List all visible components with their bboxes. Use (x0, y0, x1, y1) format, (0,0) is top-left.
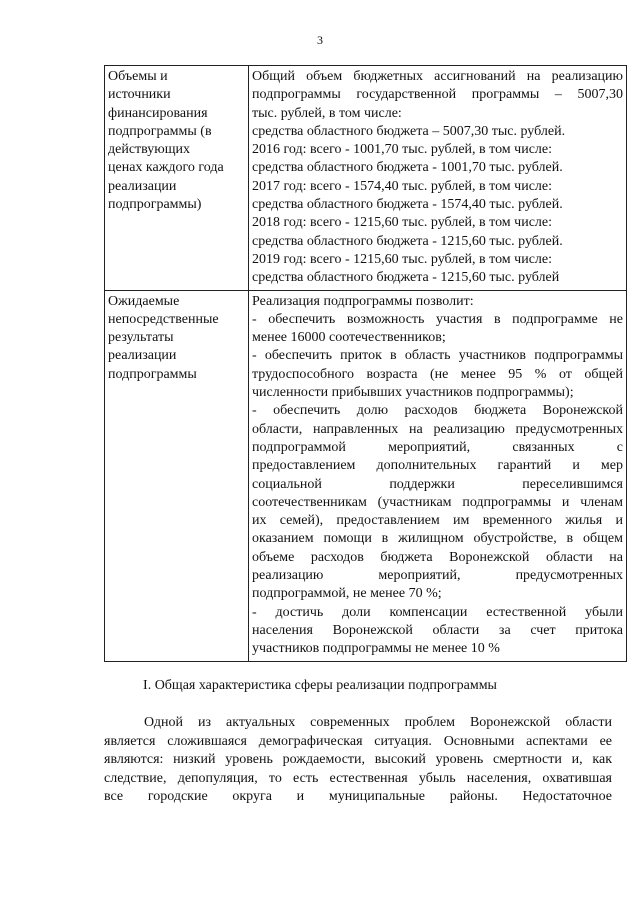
value-line: трудоспособного возраста (не менее 95 % от общей (252, 366, 623, 382)
label-line: источники (108, 87, 171, 103)
value-line: - обеспечить приток в область участников подпрограммы (252, 348, 623, 364)
value-cell-financing (249, 66, 627, 291)
value-line: средства областного бюджета - 1001,70 тыс. рублей. (252, 160, 563, 176)
value-line: социальной поддержки переселившимся (252, 476, 623, 492)
label-cell-results (105, 290, 249, 661)
value-line: средства областного бюджета - 1215,60 тыс. рублей. (252, 233, 563, 249)
subprogram-passport-table (104, 65, 627, 662)
value-line: средства областного бюджета - 1574,40 тыс. рублей. (252, 197, 563, 213)
label-line: подпрограммы (108, 366, 197, 382)
value-line: их семей), предоставлением им временного жилья и (252, 513, 623, 529)
value-line: оказанием помощи в жилищном обустройстве, в общем (252, 531, 623, 547)
section-heading: I. Общая характеристика сферы реализации подпрограммы (143, 678, 497, 693)
table-row (105, 66, 627, 291)
value-line: населения Воронежской области за счет притока (252, 622, 623, 638)
value-line: объеме расходов бюджета Воронежской области на (252, 549, 623, 565)
value-line: средства областного бюджета - 1215,60 тыс. рублей (252, 270, 560, 286)
value-line: соотечественникам (участникам подпрограммы и членам (252, 494, 623, 510)
value-line: 2016 год: всего - 1001,70 тыс. рублей, в том числе: (252, 142, 552, 158)
value-line: предоставлением дополнительных гарантий и мер (252, 458, 623, 474)
value-line: подпрограммой мероприятий, связанных с (252, 439, 623, 455)
paragraph-line: Одной из актуальных современных проблем Воронежской области (144, 715, 612, 730)
value-cell-results (249, 290, 627, 661)
value-line: численности прибывших участников подпрограммы); (252, 385, 574, 401)
value-line: тыс. рублей, в том числе: (252, 105, 402, 121)
label-line: реализации (108, 178, 177, 194)
value-line: подпрограммой, не менее 70 %; (252, 586, 442, 602)
value-line: подпрограммы государственной программы – 5007,30 (252, 87, 623, 103)
value-line: средства областного бюджета – 5007,30 тыс. рублей. (252, 123, 566, 139)
label-line: реализации (108, 348, 177, 364)
label-line: финансирования (108, 105, 208, 121)
label-line: действующих (108, 142, 191, 158)
label-line: подпрограммы) (108, 197, 202, 213)
value-line: участников подпрограммы не менее 10 % (252, 641, 500, 657)
table-row (105, 290, 627, 661)
value-line: 2017 год: всего - 1574,40 тыс. рублей, в том числе: (252, 178, 552, 194)
paragraph-line: следствие, депопуляция, то есть естественная убыль населения, охватившая (104, 770, 612, 786)
value-line: 2019 год: всего - 1215,60 тыс. рублей, в том числе: (252, 251, 552, 267)
label-line: подпрограммы (в (108, 123, 212, 139)
label-line: Объемы и (108, 69, 168, 84)
label-line: результаты (108, 330, 174, 346)
paragraph-line: являются: низкий уровень рождаемости, высокий уровень смертности и, как (104, 752, 612, 767)
value-line: менее 16000 соотечественников; (252, 330, 446, 346)
value-line: - достичь доли компенсации естественной убыли (252, 604, 623, 620)
label-cell-financing (105, 66, 249, 291)
value-line: 2018 год: всего - 1215,60 тыс. рублей, в том числе: (252, 215, 552, 231)
label-line: Ожидаемые (108, 293, 180, 309)
paragraph-line: все городские округа и муниципальные районы. Недостаточное (104, 789, 612, 804)
value-line: реализацию мероприятий, предусмотренных (252, 568, 623, 584)
value-line: Реализация подпрограммы позволит: (252, 293, 474, 309)
value-line: области, направленных на реализацию предусмотренных (252, 421, 623, 437)
page-number: 3 (317, 33, 323, 47)
value-line: - обеспечить возможность участия в подпрограмме не (252, 311, 623, 327)
section-paragraph (104, 714, 612, 807)
label-line: ценах каждого года (108, 160, 224, 176)
paragraph-line: является сложившаяся демографическая ситуация. Основными аспектами ее (104, 733, 612, 749)
value-line: Общий объем бюджетных ассигнований на реализацию (252, 69, 623, 84)
value-line: - обеспечить долю расходов бюджета Воронежской (252, 403, 623, 419)
label-line: непосредственные (108, 311, 219, 327)
